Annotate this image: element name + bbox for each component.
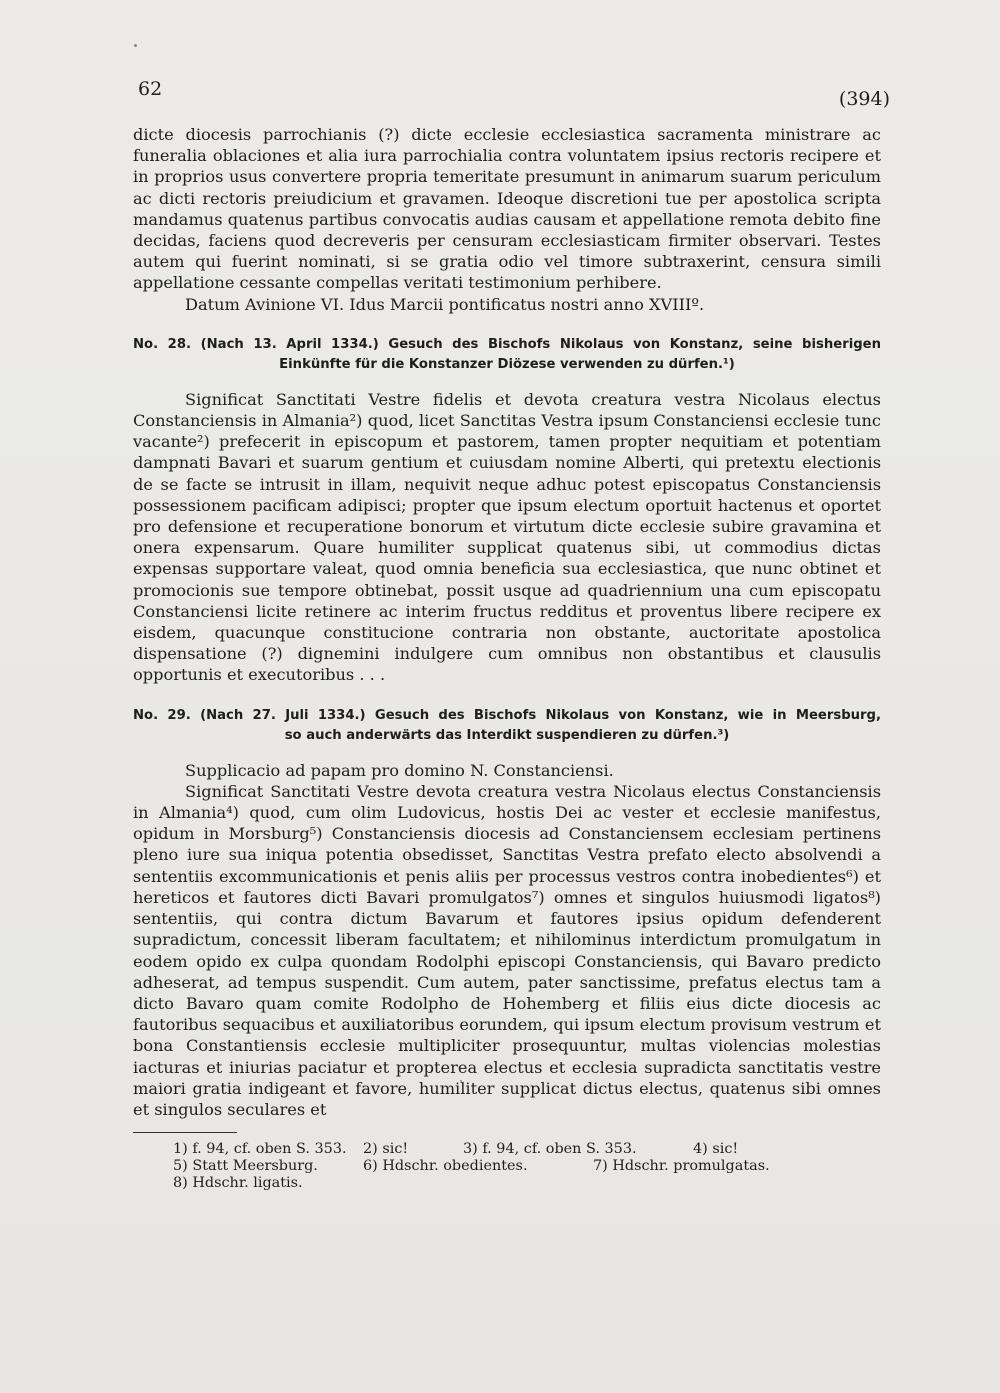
entry-28-heading-line1: No. 28. (Nach 13. April 1334.) Gesuch des Bischofs Nikolaus von Konstanz, seine bisherigen: [133, 336, 881, 352]
page-body: [133, 124, 881, 1192]
entry-29-heading-line2: so auch anderwärts das Interdikt suspendieren zu dürfen.³): [284, 727, 730, 743]
entry-29-supplicacio: Supplicacio ad papam pro domino N. Constanciensi.: [185, 760, 614, 780]
footnote-1: 1) f. 94, cf. oben S. 353.: [173, 1141, 347, 1158]
entry-29-heading-line1: No. 29. (Nach 27. Juli 1334.) Gesuch des Bischofs Nikolaus von Konstanz, wie in Meersburg,: [133, 707, 881, 723]
entry-29-heading: [133, 706, 881, 746]
footnote-8: 8) Hdschr. ligatis.: [173, 1175, 303, 1192]
page-header: [138, 78, 890, 108]
entry-29-text: Significat Sanctitati Vestre devota creatura vestra Nicolaus electus Constanciensis in Almania⁴) quod, cum olim Ludovicus, hostis Dei ac vester et ecclesie manifestus, opidum in Morsburg⁵) Constanciensis diocesis ad Constanciensem ecclesiam pertinens pleno iure sua iniqua potentia obsedisset, Sanctitas Vestra prefato electo absolvendi a sententiis excommunicationis et penis aliis per processus vestros contra inobedientes⁶) et hereticos et fautores dicti Bavari promulgatos⁷) omnes et singulos huiusmodi ligatos⁸) sententiis, qui contra dictum Bavarum et fautores ipsius opidum defenderent supradictum, concessit liberam facultatem; et nihilominus interdictum promulgatum in eodem opido ex culpa quondam Rodolphi episcopi Constanciensis, qui Bavaro predicto adheserat, ad tempus suspendit. Cum autem, pater sanctissime, prefatus electus tam a dicto Bavaro quam comite Rodolpho de Hohemberg et filiis eius dicte diocesis ac fautoribus sequacibus et auxiliatoribus eorundem, qui ipsum electum provisum vestrum et bona Constantiensis ecclesie multipliciter prosequuntur, multas violencias molestias iacturas et iniurias paciatur et propterea electus et ecclesia supradicta sanctitatis vestre maiori gratia indigeant et favore, humiliter supplicat dictus electus, quatenus sibi omnes et singulos seculares et: [133, 781, 881, 1119]
footnote-6: 6) Hdschr. obedientes.: [363, 1158, 528, 1175]
footnote-row: [173, 1158, 881, 1175]
footnote-separator: [133, 1132, 237, 1133]
date-line: Datum Avinione VI. Idus Marcii pontificatus nostri anno XVIIIº.: [185, 294, 705, 314]
footnote-row: [173, 1175, 881, 1192]
page-number: 62: [138, 78, 163, 100]
footnote-7: 7) Hdschr. promulgatas.: [593, 1158, 770, 1175]
entry-28-text: Significat Sanctitati Vestre fidelis et devota creatura vestra Nicolaus electus Constanciensis in Almania²) quod, licet Sanctitas Vestra ipsum Constanciensi ecclesie tunc vacante²) prefecerit in episcopum et pastorem, tamen propter nequitiam et potentiam dampnati Bavari et suarum gentium et cuiusdam nomine Alberti, qui pretextu electionis de se facte se intrusit in illam, nequivit neque adhuc potest episcopatus Constanciensis possessionem pacificam adipisci; propter que ipsum electum oportuit hactenus et oportet pro defensione et recuperatione bonorum et virtutum dicte ecclesie subire gravamina et onera expensarum. Quare humiliter supplicat quatenus sibi, ut commodius dictas expensas supportare valeat, quod omnia beneficia sua ecclesiastica, que nunc obtinet et promocionis sue tempore obtinebat, possit usque ad quadriennium una cum episcopatu Constanciensi licite retinere ac interim fructus redditus et proventus libere recipere ex eisdem, quacunque constitucione contraria non obstante, auctoritate apostolica dispensatione (?) dignemini indulgere cum omnibus non obstantibus et clausulis opportunis et executoribus . . .: [133, 389, 881, 685]
footnotes: [173, 1141, 881, 1192]
footnote-2: 2) sic!: [363, 1141, 409, 1158]
footnote-5: 5) Statt Meersburg.: [173, 1158, 318, 1175]
page-reference-number: (394): [838, 88, 890, 110]
intro-paragraph: dicte diocesis parrochianis (?) dicte ecclesie ecclesiastica sacramenta ministrare ac funeralia oblaciones et alia iura parrochialia contra voluntatem ipsius rectoris recipere et in proprios usus convertere propria temeritate presumunt in animarum suarum periculum ac dicti rectoris preiudicium et gravamen. Ideoque discretioni tue per apostolica scripta mandamus quatenus partibus convocatis audias causam et appellatione remota debito fine decidas, faciens quod decreveris per censuram ecclesiasticam firmiter observari. Testes autem qui fuerint nominati, si se gratia odio vel timore subtraxerint, censura simili appellatione cessante compellas veritati testimonium perhibere.: [133, 125, 881, 293]
footnote-4: 4) sic!: [693, 1141, 739, 1158]
footnote-row: [173, 1141, 881, 1158]
entry-28-heading: [133, 335, 881, 375]
footnote-3: 3) f. 94, cf. oben S. 353.: [463, 1141, 637, 1158]
entry-28-heading-line2: Einkünfte für die Konstanzer Diözese verwenden zu dürfen.¹): [279, 356, 735, 372]
paper-speck: [134, 44, 137, 47]
